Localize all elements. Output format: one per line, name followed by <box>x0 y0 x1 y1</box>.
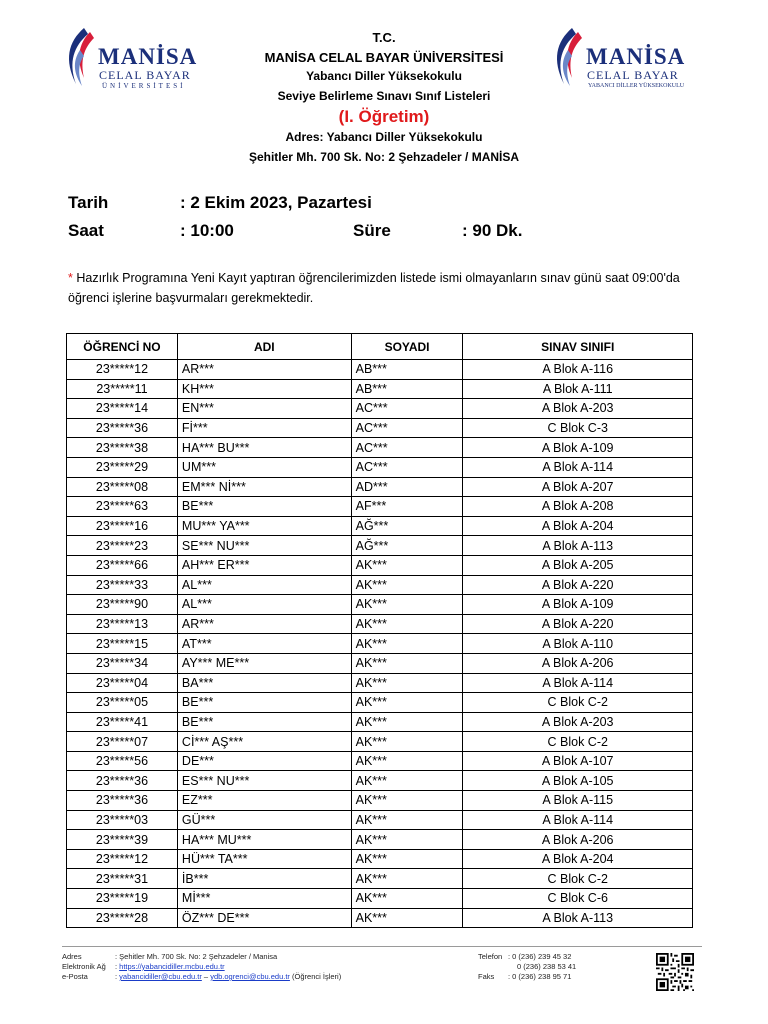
cell-surname: AK*** <box>351 595 463 615</box>
cell-student-no: 23*****41 <box>67 712 178 732</box>
table-row <box>67 418 693 438</box>
cell-name: MU*** YA*** <box>177 516 351 536</box>
cell-surname: AK*** <box>351 575 463 595</box>
qr-code-icon <box>656 953 694 991</box>
note-text: Hazırlık Programına Yeni Kayıt yaptıran öğrencilerimizden listede ismi olmayanların sınav günü saat 09:00'da öğrenci işlerine başvurmaları gerekmektedir. <box>68 271 680 305</box>
cell-student-no: 23*****36 <box>67 791 178 811</box>
cell-student-no: 23*****23 <box>67 536 178 556</box>
cell-exam-room: C Blok C-3 <box>463 418 693 438</box>
cell-student-no: 23*****16 <box>67 516 178 536</box>
footer-address-label: Adres <box>62 952 82 961</box>
footer-email-sep: : <box>115 972 120 981</box>
cell-surname: AK*** <box>351 712 463 732</box>
cell-name: GÜ*** <box>177 810 351 830</box>
cell-exam-room: A Blok A-208 <box>463 497 693 517</box>
footer-email-label: e-Posta <box>62 972 88 981</box>
cell-student-no: 23*****63 <box>67 497 178 517</box>
exam-time-value: : 10:00 <box>180 221 234 240</box>
cell-student-no: 23*****04 <box>67 673 178 693</box>
cell-name: AR*** <box>177 360 351 380</box>
table-row <box>67 869 693 889</box>
cell-exam-room: C Blok C-2 <box>463 732 693 752</box>
cell-student-no: 23*****36 <box>67 418 178 438</box>
header-address-line2: Şehitler Mh. 700 Sk. No: 2 Şehzadeler / MANİSA <box>248 149 520 164</box>
cell-surname: AC*** <box>351 399 463 419</box>
cell-surname: AB*** <box>351 360 463 380</box>
cell-exam-room: A Blok A-113 <box>463 908 693 928</box>
table-body <box>67 360 693 928</box>
table-row <box>67 771 693 791</box>
footer-web-label: Elektronik Ağ <box>62 962 106 971</box>
cell-student-no: 23*****34 <box>67 653 178 673</box>
cell-name: HA*** BU*** <box>177 438 351 458</box>
page-footer <box>62 946 702 995</box>
cell-student-no: 23*****11 <box>67 379 178 399</box>
header-tc: T.C. <box>372 30 396 45</box>
session-label: (I. Öğretim) <box>338 107 430 126</box>
cell-surname: AK*** <box>351 830 463 850</box>
cell-exam-room: A Blok A-204 <box>463 849 693 869</box>
cell-student-no: 23*****36 <box>67 771 178 791</box>
cell-name: İB*** <box>177 869 351 889</box>
cell-exam-room: A Blok A-116 <box>463 360 693 380</box>
footer-email-link-2[interactable]: ydb.ogrenci@cbu.edu.tr <box>210 972 290 981</box>
cell-exam-room: A Blok A-105 <box>463 771 693 791</box>
footer-phone-1: : 0 (236) 239 45 32 <box>508 952 572 961</box>
table-row <box>67 908 693 928</box>
cell-student-no: 23*****12 <box>67 849 178 869</box>
table-row <box>67 360 693 380</box>
student-list-table <box>66 333 693 928</box>
footer-web <box>115 962 225 972</box>
cell-name: AL*** <box>177 595 351 615</box>
footer-email-link-1[interactable]: yabancidiller@cbu.edu.tr <box>119 972 202 981</box>
table-row <box>67 457 693 477</box>
table-row <box>67 477 693 497</box>
footer-email-dash: – <box>201 972 211 981</box>
cell-surname: AC*** <box>351 418 463 438</box>
table-row <box>67 497 693 517</box>
cell-name: SE*** NU*** <box>177 536 351 556</box>
cell-exam-room: A Blok A-109 <box>463 595 693 615</box>
cell-student-no: 23*****14 <box>67 399 178 419</box>
footer-phone-label: Telefon <box>478 952 503 961</box>
cell-student-no: 23*****05 <box>67 693 178 713</box>
cell-exam-room: A Blok A-203 <box>463 399 693 419</box>
cell-name: EN*** <box>177 399 351 419</box>
table-row <box>67 830 693 850</box>
table-row <box>67 595 693 615</box>
cell-name: BE*** <box>177 712 351 732</box>
cell-surname: AK*** <box>351 889 463 909</box>
cell-exam-room: A Blok A-111 <box>463 379 693 399</box>
cell-name: UM*** <box>177 457 351 477</box>
cell-name: Mİ*** <box>177 889 351 909</box>
logo-name: MANİSA <box>586 44 686 69</box>
cell-exam-room: A Blok A-220 <box>463 575 693 595</box>
cell-name: EM*** Nİ*** <box>177 477 351 497</box>
column-header-student-no: ÖĞRENCİ NO <box>67 334 178 360</box>
table-row <box>67 399 693 419</box>
cell-exam-room: A Blok A-220 <box>463 614 693 634</box>
cell-surname: AK*** <box>351 614 463 634</box>
cell-name: AR*** <box>177 614 351 634</box>
cell-name: Cİ*** AŞ*** <box>177 732 351 752</box>
footer-email-suffix: (Öğrenci İşleri) <box>289 972 342 981</box>
exam-time-label: Saat <box>68 221 104 240</box>
footer-web-sep: : <box>115 962 120 971</box>
cell-surname: AK*** <box>351 791 463 811</box>
cell-exam-room: A Blok A-206 <box>463 653 693 673</box>
exam-date-label: Tarih <box>68 193 109 212</box>
table-row <box>67 732 693 752</box>
cell-student-no: 23*****07 <box>67 732 178 752</box>
footer-web-link[interactable]: https://yabancidiller.mcbu.edu.tr <box>119 962 225 971</box>
cell-student-no: 23*****19 <box>67 889 178 909</box>
footer-fax-value: : 0 (236) 238 95 71 <box>508 972 572 981</box>
table-row <box>67 379 693 399</box>
cell-surname: AB*** <box>351 379 463 399</box>
footer-fax-label: Faks <box>478 972 495 981</box>
cell-name: DE*** <box>177 751 351 771</box>
cell-surname: AK*** <box>351 810 463 830</box>
cell-exam-room: A Blok A-115 <box>463 791 693 811</box>
cell-student-no: 23*****33 <box>67 575 178 595</box>
cell-student-no: 23*****12 <box>67 360 178 380</box>
table-row <box>67 712 693 732</box>
cell-surname: AK*** <box>351 673 463 693</box>
cell-name: HA*** MU*** <box>177 830 351 850</box>
cell-exam-room: A Blok A-203 <box>463 712 693 732</box>
cell-name: ES*** NU*** <box>177 771 351 791</box>
table-row <box>67 673 693 693</box>
cell-name: BE*** <box>177 497 351 517</box>
cell-surname: AK*** <box>351 908 463 928</box>
cell-name: BE*** <box>177 693 351 713</box>
cell-surname: AK*** <box>351 693 463 713</box>
table-row <box>67 575 693 595</box>
footer-phone-2: 0 (236) 238 53 41 <box>517 962 577 971</box>
document-header <box>0 28 768 167</box>
cell-student-no: 23*****03 <box>67 810 178 830</box>
logo-university-label: ÜNİVERSİTESİ <box>102 82 186 90</box>
cell-exam-room: C Blok C-2 <box>463 869 693 889</box>
cell-surname: AK*** <box>351 751 463 771</box>
cell-student-no: 23*****13 <box>67 614 178 634</box>
table-row <box>67 810 693 830</box>
exam-duration-value: : 90 Dk. <box>462 221 523 240</box>
cell-student-no: 23*****28 <box>67 908 178 928</box>
logo-subtitle: CELAL BAYAR <box>99 68 191 82</box>
table-row <box>67 693 693 713</box>
logo-subtitle: CELAL BAYAR <box>587 68 679 82</box>
cell-exam-room: A Blok A-206 <box>463 830 693 850</box>
cell-name: EZ*** <box>177 791 351 811</box>
cell-student-no: 23*****39 <box>67 830 178 850</box>
cell-student-no: 23*****15 <box>67 634 178 654</box>
table-row <box>67 791 693 811</box>
cell-student-no: 23*****90 <box>67 595 178 615</box>
registration-note <box>68 268 708 308</box>
cell-name: AL*** <box>177 575 351 595</box>
exam-duration-label: Süre <box>353 221 391 240</box>
cell-surname: AC*** <box>351 438 463 458</box>
table-row <box>67 516 693 536</box>
table-row <box>67 653 693 673</box>
table-row <box>67 614 693 634</box>
cell-name: KH*** <box>177 379 351 399</box>
cell-student-no: 23*****31 <box>67 869 178 889</box>
cell-surname: AĞ*** <box>351 536 463 556</box>
cell-exam-room: A Blok A-204 <box>463 516 693 536</box>
cell-exam-room: A Blok A-110 <box>463 634 693 654</box>
cell-exam-room: A Blok A-205 <box>463 555 693 575</box>
table-row <box>67 536 693 556</box>
cell-surname: AK*** <box>351 555 463 575</box>
table-row <box>67 889 693 909</box>
cell-surname: AK*** <box>351 732 463 752</box>
cell-student-no: 23*****66 <box>67 555 178 575</box>
cell-exam-room: A Blok A-107 <box>463 751 693 771</box>
cell-student-no: 23*****56 <box>67 751 178 771</box>
header-school: Yabancı Diller Yüksekokulu <box>306 69 462 83</box>
cell-surname: AC*** <box>351 457 463 477</box>
cell-exam-room: C Blok C-6 <box>463 889 693 909</box>
cell-name: Fİ*** <box>177 418 351 438</box>
table-header-row <box>67 334 693 360</box>
header-address-line1: Adres: Yabancı Diller Yüksekokulu <box>285 130 483 144</box>
table-row <box>67 849 693 869</box>
cell-surname: AD*** <box>351 477 463 497</box>
exam-date-value: : 2 Ekim 2023, Pazartesi <box>180 193 372 212</box>
cell-surname: AK*** <box>351 771 463 791</box>
header-university: MANİSA CELAL BAYAR ÜNİVERSİTESİ <box>264 49 504 65</box>
cell-student-no: 23*****29 <box>67 457 178 477</box>
column-header-name: ADI <box>177 334 351 360</box>
column-header-surname: SOYADI <box>351 334 463 360</box>
footer-address-value: : Şehitler Mh. 700 Sk. No: 2 Şehzadeler / Manisa <box>115 952 278 961</box>
cell-exam-room: C Blok C-2 <box>463 693 693 713</box>
logo-school-label: YABANCI DİLLER YÜKSEKOKULU <box>588 83 685 89</box>
table-row <box>67 438 693 458</box>
column-header-exam-room: SINAV SINIFI <box>463 334 693 360</box>
cell-student-no: 23*****08 <box>67 477 178 497</box>
table-row <box>67 751 693 771</box>
document-title: Seviye Belirleme Sınavı Sınıf Listeleri <box>277 88 491 103</box>
cell-name: AT*** <box>177 634 351 654</box>
cell-name: ÖZ*** DE*** <box>177 908 351 928</box>
footer-email <box>115 972 341 982</box>
cell-surname: AK*** <box>351 653 463 673</box>
cell-exam-room: A Blok A-109 <box>463 438 693 458</box>
cell-name: AY*** ME*** <box>177 653 351 673</box>
table-row <box>67 634 693 654</box>
table-row <box>67 555 693 575</box>
logo-name: MANİSA <box>98 44 198 69</box>
cell-surname: AĞ*** <box>351 516 463 536</box>
cell-surname: AK*** <box>351 849 463 869</box>
cell-surname: AK*** <box>351 869 463 889</box>
cell-name: BA*** <box>177 673 351 693</box>
cell-exam-room: A Blok A-114 <box>463 810 693 830</box>
cell-name: AH*** ER*** <box>177 555 351 575</box>
note-asterisk: * <box>68 271 73 285</box>
cell-exam-room: A Blok A-114 <box>463 673 693 693</box>
cell-surname: AF*** <box>351 497 463 517</box>
cell-student-no: 23*****38 <box>67 438 178 458</box>
cell-name: HÜ*** TA*** <box>177 849 351 869</box>
cell-exam-room: A Blok A-113 <box>463 536 693 556</box>
cell-exam-room: A Blok A-207 <box>463 477 693 497</box>
cell-surname: AK*** <box>351 634 463 654</box>
cell-exam-room: A Blok A-114 <box>463 457 693 477</box>
